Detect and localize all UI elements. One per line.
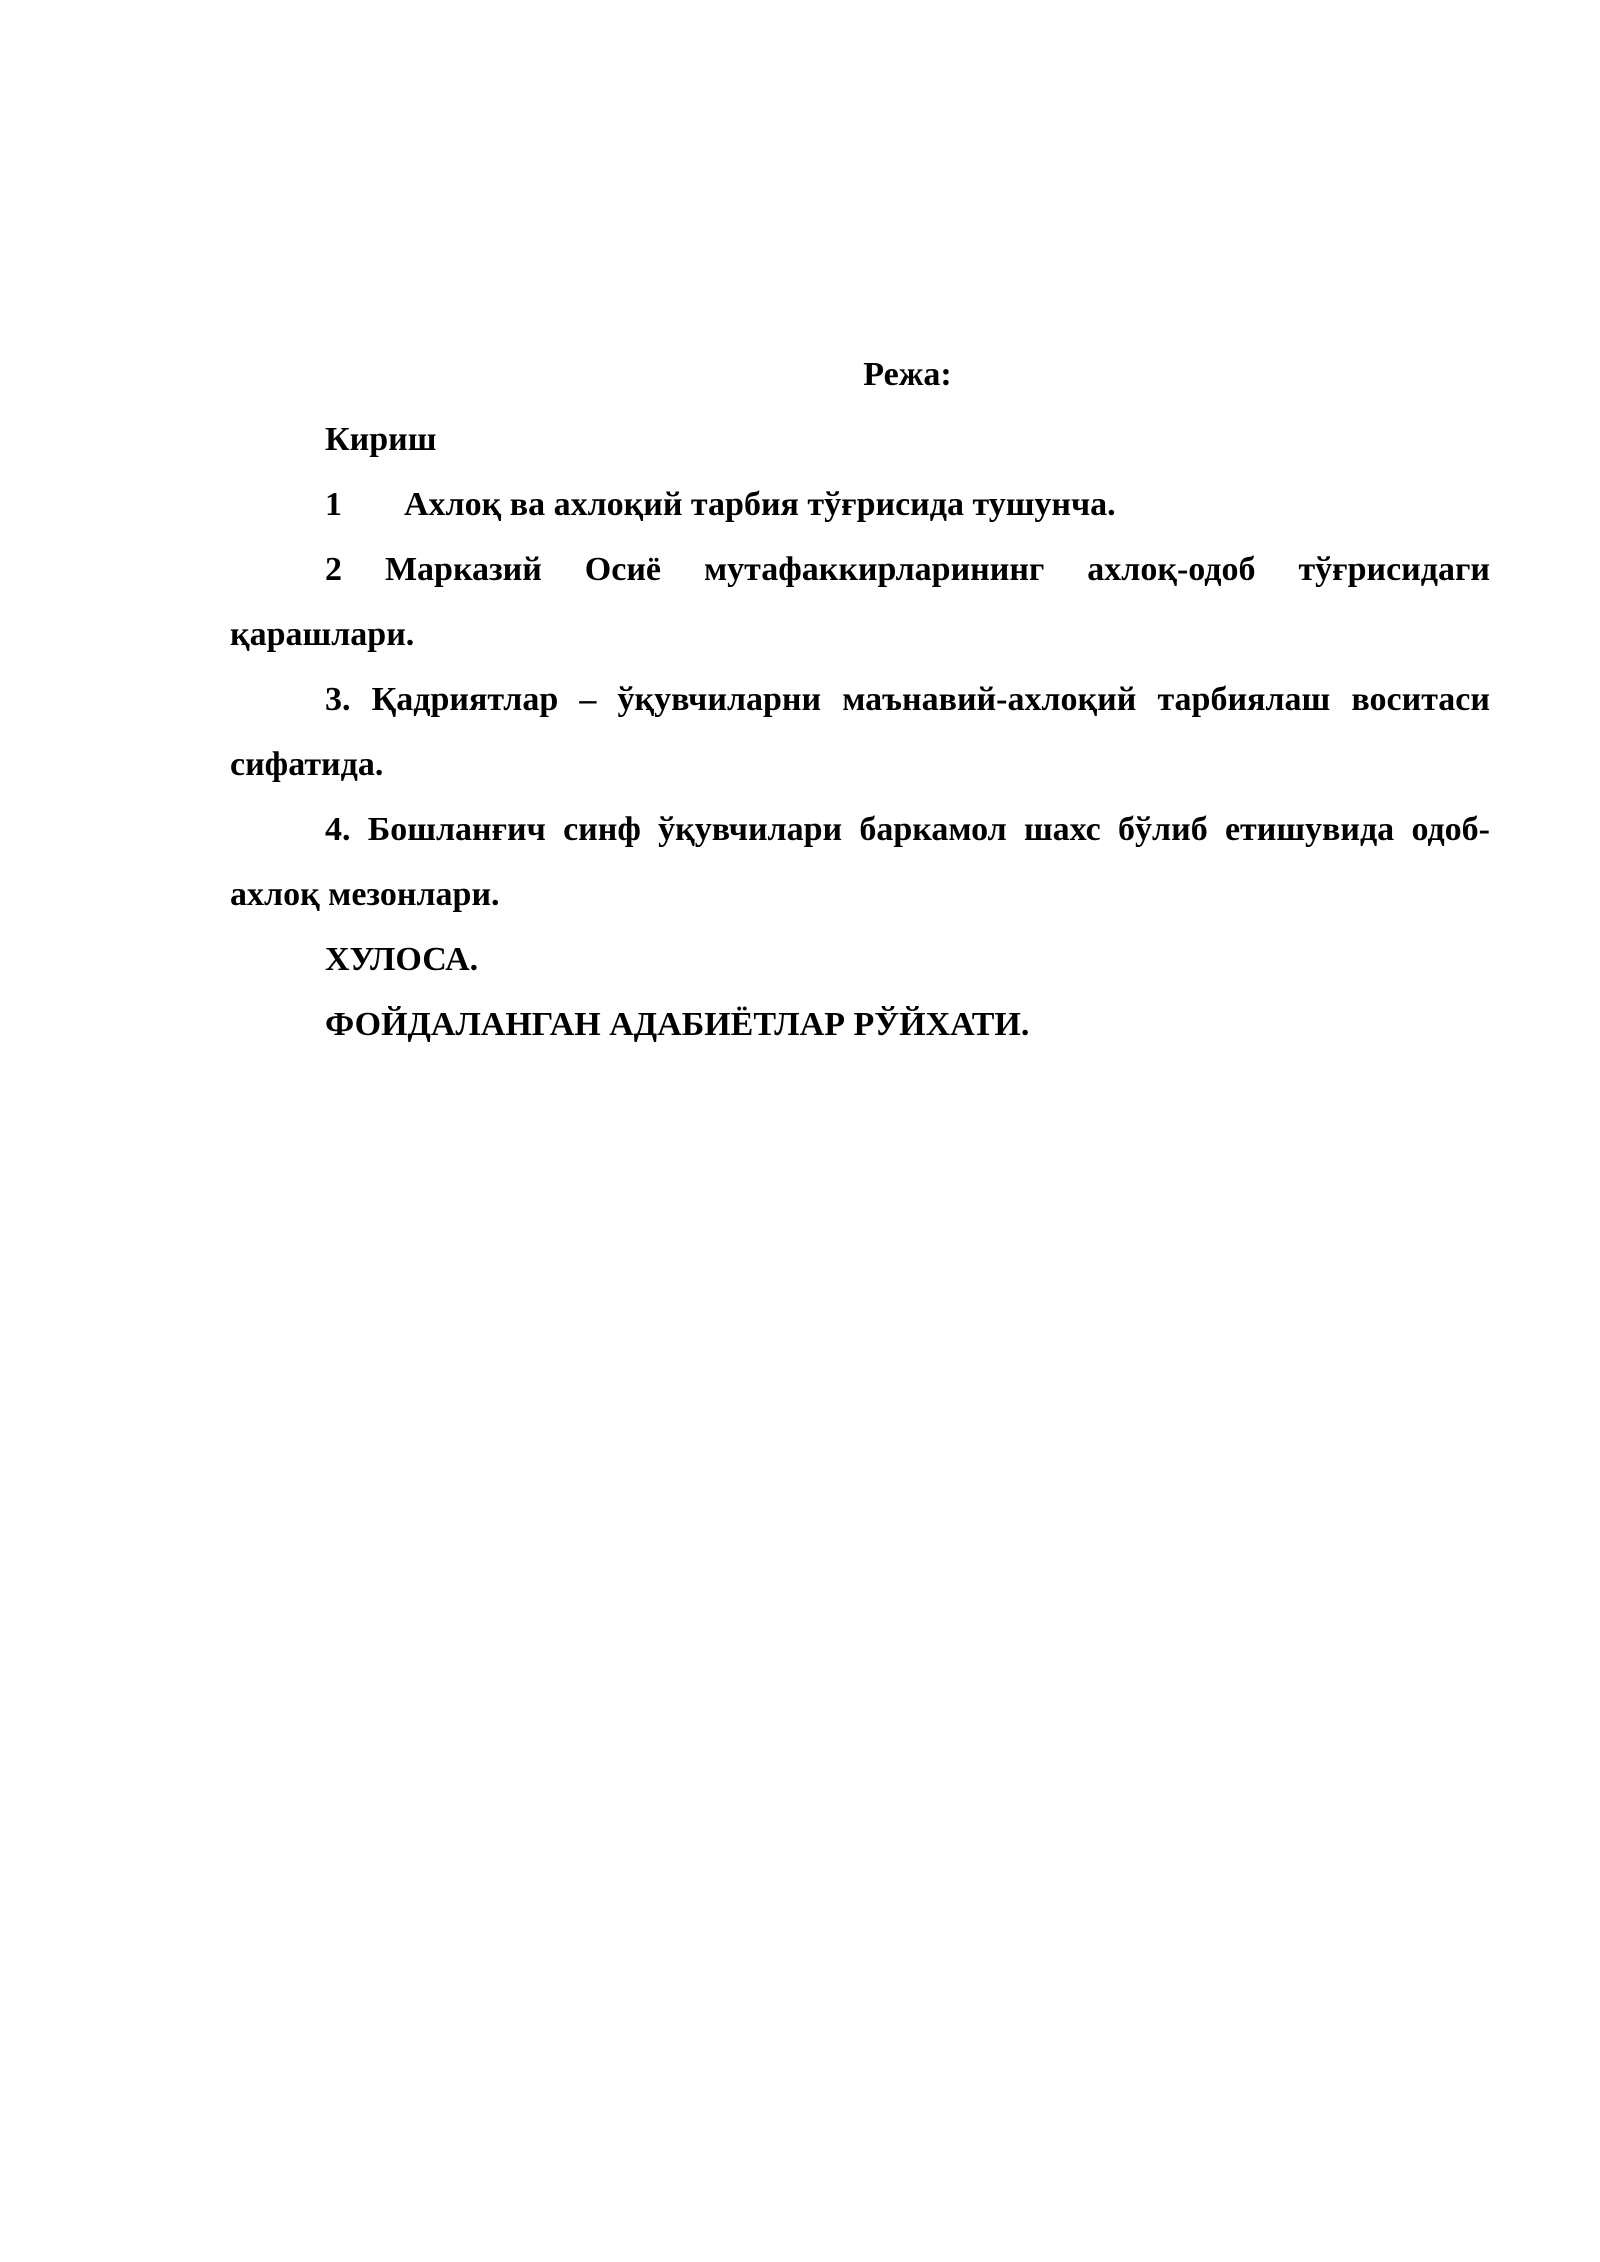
plan-item-3: 3. Қадриятлар – ўқувчиларни маънавий-ахлоқий тарбиялаш воситаси сифатида. (230, 681, 1490, 783)
plan-item-references: ФОЙДАЛАНГАН АДАБИЁТЛАР РЎЙХАТИ. (325, 1006, 1030, 1043)
plan-item-2: 2 Марказий Осиё мутафаккирларининг ахлоқ-одоб тўғрисидаги қарашлари. (230, 551, 1490, 653)
plan-item-conclusion: ХУЛОСА. (325, 941, 479, 978)
plan-item-4: 4. Бошланғич синф ўқувчилари баркамол шахс бўлиб етишувида одоб- ахлоқ мезонлари. (230, 811, 1490, 913)
plan-title: Режа: (863, 356, 952, 393)
plan-item-introduction: Кириш (325, 421, 437, 458)
plan-item-1 (230, 472, 1490, 537)
plan-item-1-number: 1 (325, 486, 342, 523)
plan-item-1-text: Ахлоқ ва ахлоқий тарбия тўғрисида тушунча. (404, 486, 1116, 523)
plan-section (230, 342, 1490, 1057)
